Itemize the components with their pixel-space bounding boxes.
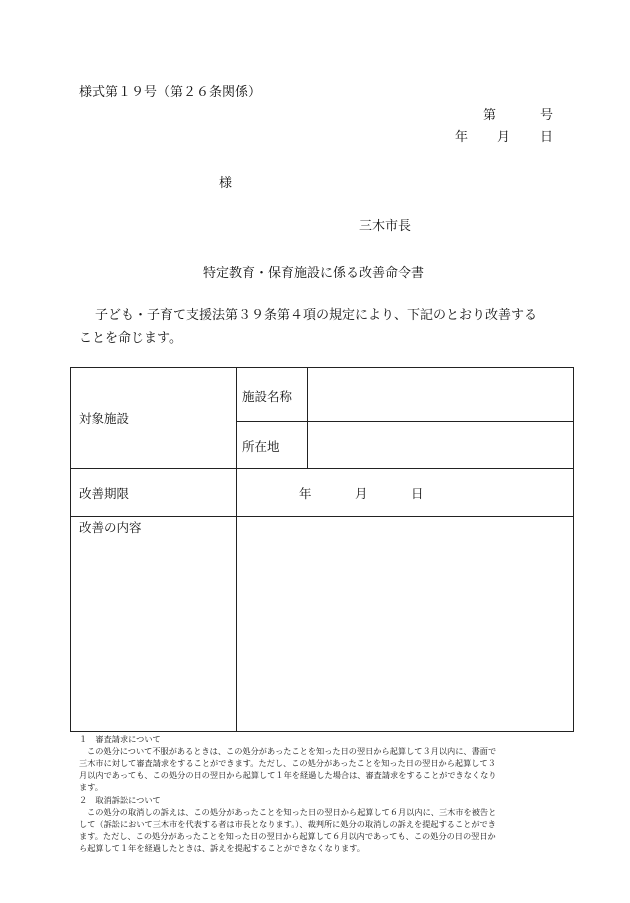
target-facility-label: 対象施設 bbox=[79, 411, 130, 426]
form-number: 様式第１９号（第２６条関係） bbox=[79, 85, 262, 100]
facility-name-label: 施設名称 bbox=[242, 389, 293, 404]
order-form-table bbox=[70, 367, 574, 732]
note-1-line-3: 月以内であっても、この処分の日の翌日から起算して１年を経過した場合は、審査請求をすることができなくなり bbox=[79, 770, 497, 780]
addressee-honorific: 様 bbox=[219, 176, 233, 191]
improvement-content-label: 改善の内容 bbox=[79, 520, 142, 535]
number-suffix: 号 bbox=[540, 108, 554, 123]
number-prefix: 第 bbox=[483, 108, 497, 123]
note-1-line-2: 三木市に対して審査請求をすることができます。ただし、この処分があったことを知った日の翌日から起算して３ bbox=[79, 758, 496, 768]
deadline-label: 改善期限 bbox=[79, 486, 130, 501]
date-day: 日 bbox=[540, 130, 554, 145]
note-2-line-2: して（訴訟において三木市を代表する者は市長となります。）、裁判所に処分の取消しの訴えを提起することができ bbox=[79, 819, 496, 829]
date-month: 月 bbox=[497, 130, 511, 145]
facility-address-label: 所在地 bbox=[242, 439, 280, 454]
note-1-line-1: この処分について不服があるときは、この処分があったことを知った日の翌日から起算して３月以内に、書面で bbox=[87, 746, 497, 756]
note-2-line-4: ら起算して１年を経過したときは、訴えを提起することができなくなります。 bbox=[79, 843, 365, 853]
note-1-heading: １ 審査請求について bbox=[79, 734, 161, 744]
note-2-heading: ２ 取消訴訟について bbox=[79, 795, 161, 805]
deadline-month: 月 bbox=[355, 486, 368, 501]
document-title: 特定教育・保育施設に係る改善命令書 bbox=[203, 266, 425, 281]
body-line-1: 子ども・子育て支援法第３９条第４項の規定により、下記のとおり改善する bbox=[95, 308, 538, 323]
body-line-2: ことを命じます。 bbox=[79, 331, 182, 346]
issuer-name: 三木市長 bbox=[359, 219, 412, 234]
deadline-day: 日 bbox=[411, 486, 424, 501]
deadline-year: 年 bbox=[299, 486, 312, 501]
note-2-line-1: この処分の取消しの訴えは、この処分があったことを知った日の翌日から起算して６月以内に、三木市を被告と bbox=[87, 807, 497, 817]
date-year: 年 bbox=[455, 130, 469, 145]
note-1-line-4: ます。 bbox=[79, 782, 103, 792]
note-2-line-3: ます。ただし、この処分があったことを知った日の翌日から起算して６月以内であっても、この処分の日の翌日か bbox=[79, 831, 496, 841]
